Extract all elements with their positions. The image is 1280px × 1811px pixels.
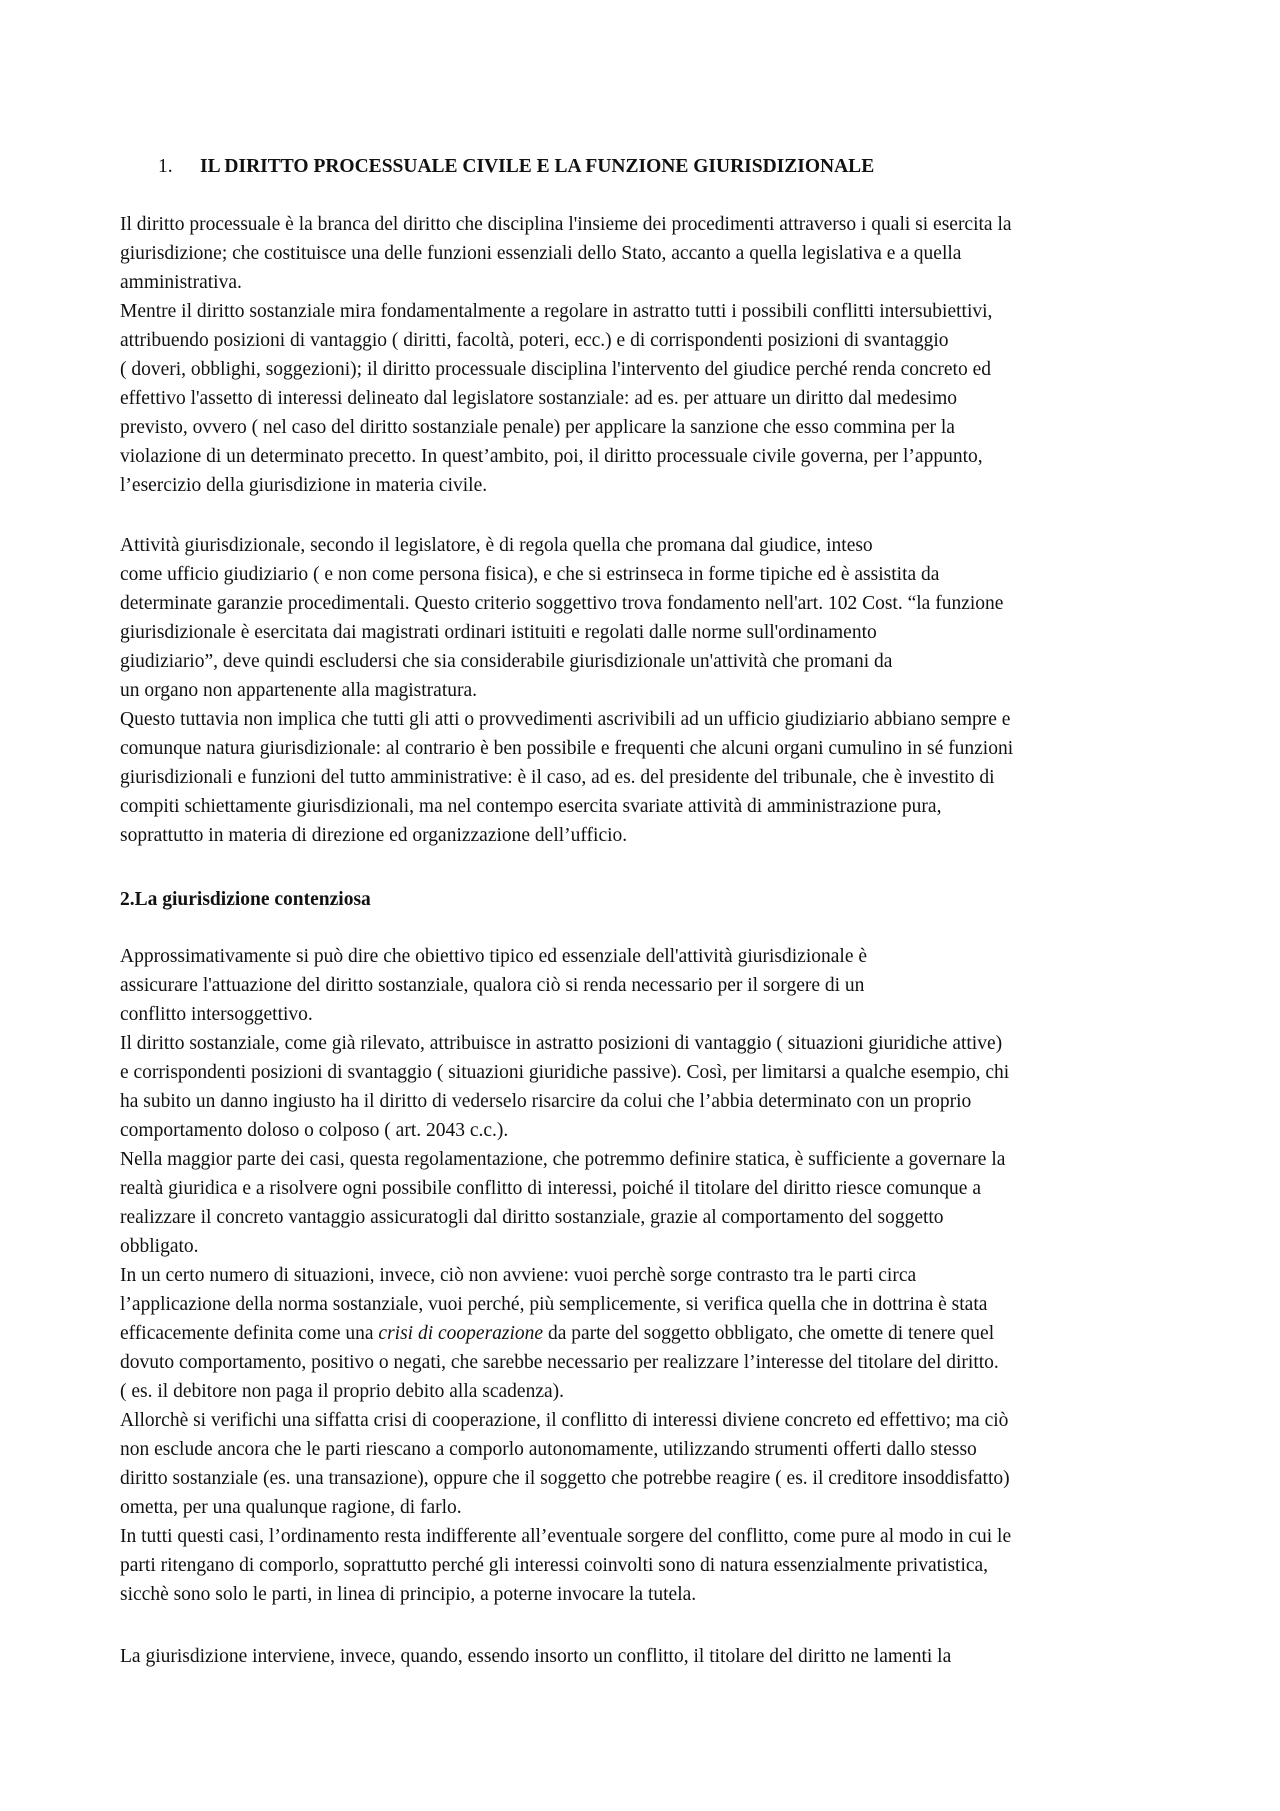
- paragraph-block-1: [120, 210, 1180, 500]
- text-line: violazione di un determinato precetto. In quest’ambito, poi, il diritto processuale civile governa, per l’appunto,: [120, 446, 983, 467]
- text-line: Approssimativamente si può dire che obiettivo tipico ed essenziale dell'attività giurisdizionale è: [120, 946, 868, 967]
- text-line: La giurisdizione interviene, invece, quando, essendo insorto un conflitto, il titolare del diritto ne lamenti la: [120, 1646, 952, 1667]
- text-line: amministrativa.: [120, 272, 242, 293]
- text-line: attribuendo posizioni di vantaggio ( diritti, facoltà, poteri, ecc.) e di corrispondenti posizioni di svantaggio: [120, 330, 949, 351]
- text-line: ometta, per una qualunque ragione, di farlo.: [120, 1497, 462, 1518]
- text-line: e corrispondenti posizioni di svantaggio ( situazioni giuridiche passive). Così, per limitarsi a qualche esempio, chi: [120, 1062, 1010, 1083]
- section-2-heading: 2.La giurisdizione contenziosa: [120, 889, 371, 910]
- text-line: Il diritto sostanziale, come già rilevato, attribuisce in astratto posizioni di vantaggio ( situazioni giuridiche attive): [120, 1033, 1003, 1054]
- text-line: Il diritto processuale è la branca del diritto che disciplina l'insieme dei procedimenti attraverso i quali si esercita la: [120, 214, 1012, 235]
- text-line: comunque natura giurisdizionale: al contrario è ben possibile e frequenti che alcuni organi cumulino in sé funzioni: [120, 738, 1014, 759]
- text-line: realtà giuridica e a risolvere ogni possibile conflitto di interessi, poiché il titolare del diritto riesce comunque a: [120, 1178, 981, 1199]
- text-line: In tutti questi casi, l’ordinamento resta indifferente all’eventuale sorgere del conflitto, come pure al modo in cui le: [120, 1526, 1012, 1547]
- text-line: giurisdizionali e funzioni del tutto amministrative: è il caso, ad es. del presidente del tribunale, che è investito di: [120, 767, 995, 788]
- paragraph-block-3: [120, 942, 1180, 1609]
- text-line: soprattutto in materia di direzione ed organizzazione dell’ufficio.: [120, 825, 628, 846]
- text-fragment: da parte del soggetto obbligato, che omette di tenere quel: [543, 1323, 995, 1344]
- text-line: assicurare l'attuazione del diritto sostanziale, qualora ciò si renda necessario per il sorgere di un: [120, 975, 865, 996]
- text-line: giudiziario”, deve quindi escludersi che sia considerabile giurisdizionale un'attività che promani da: [120, 651, 893, 672]
- text-line: conflitto intersoggettivo.: [120, 1004, 313, 1025]
- text-line: compiti schiettamente giurisdizionali, ma nel contempo esercita svariate attività di amministrazione pura,: [120, 796, 942, 817]
- text-line: Nella maggior parte dei casi, questa regolamentazione, che potremmo definire statica, è sufficiente a governare la: [120, 1149, 1006, 1170]
- text-line: determinate garanzie procedimentali. Questo criterio soggettivo trova fondamento nell'art. 102 Cost. “la funzione: [120, 593, 1004, 614]
- paragraph-block-5: [120, 1642, 1180, 1671]
- section-1-title: IL DIRITTO PROCESSUALE CIVILE E LA FUNZIONE GIURISDIZIONALE: [200, 156, 875, 177]
- text-line: Attività giurisdizionale, secondo il legislatore, è di regola quella che promana dal giudice, inteso: [120, 535, 873, 556]
- section-1-heading: [158, 154, 874, 180]
- section-1-number: 1.: [158, 156, 173, 177]
- text-line: obbligato.: [120, 1236, 199, 1257]
- text-line: effettivo l'assetto di interessi delineato dal legislatore sostanziale: ad es. per attuare un diritto dal medesimo: [120, 388, 958, 409]
- text-line: sicchè sono solo le parti, in linea di principio, a poterne invocare la tutela.: [120, 1584, 697, 1605]
- text-line: Allorchè si verifichi una siffatta crisi di cooperazione, il conflitto di interessi diviene concreto ed effettivo; ma ciò: [120, 1410, 1009, 1431]
- text-line: comportamento doloso o colposo ( art. 2043 c.c.).: [120, 1120, 509, 1141]
- text-line: realizzare il concreto vantaggio assicuratogli dal diritto sostanziale, grazie al comportamento del soggetto: [120, 1207, 944, 1228]
- text-line: Mentre il diritto sostanziale mira fondamentalmente a regolare in astratto tutti i possibili conflitti intersubiettivi,: [120, 301, 993, 322]
- text-line: ha subito un danno ingiusto ha il diritto di vederselo risarcire da colui che l’abbia determinato con un proprio: [120, 1091, 972, 1112]
- text-line: Questo tuttavia non implica che tutti gli atti o provvedimenti ascrivibili ad un ufficio giudiziario abbiano sempre e: [120, 709, 1011, 730]
- italic-term: crisi di cooperazione: [378, 1323, 544, 1344]
- text-line: non esclude ancora che le parti riescano a comporlo autonomamente, utilizzando strumenti offerti dallo stesso: [120, 1439, 977, 1460]
- text-line: l’esercizio della giurisdizione in materia civile.: [120, 475, 488, 496]
- text-line: In un certo numero di situazioni, invece, ciò non avviene: vuoi perchè sorge contrasto tra le parti circa: [120, 1265, 917, 1286]
- text-line: parti ritengano di comporlo, soprattutto perché gli interessi coinvolti sono di natura essenzialmente privatistica,: [120, 1555, 989, 1576]
- text-line: giurisdizionale è esercitata dai magistrati ordinari istituiti e regolati dalle norme sull'ordinamento: [120, 622, 877, 643]
- text-line: dovuto comportamento, positivo o negati, che sarebbe necessario per realizzare l’interesse del titolare del diritto.: [120, 1352, 999, 1373]
- text-line: giurisdizione; che costituisce una delle funzioni essenziali dello Stato, accanto a quella legislativa e a quella: [120, 243, 962, 264]
- text-line: l’applicazione della norma sostanziale, vuoi perché, più semplicemente, si verifica quella che in dottrina è stata: [120, 1294, 988, 1315]
- text-fragment: efficacemente definita come una: [120, 1323, 379, 1344]
- text-line: ( doveri, obblighi, soggezioni); il diritto processuale disciplina l'intervento del giudice perché renda concreto ed: [120, 359, 991, 380]
- text-line-with-italic: [120, 1319, 1180, 1348]
- text-line: diritto sostanziale (es. una transazione), oppure che il soggetto che potrebbe reagire ( es. il creditore insoddisfatto): [120, 1468, 1010, 1489]
- text-line: previsto, ovvero ( nel caso del diritto sostanziale penale) per applicare la sanzione che esso commina per la: [120, 417, 955, 438]
- text-line: un organo non appartenente alla magistratura.: [120, 680, 478, 701]
- text-line: come ufficio giudiziario ( e non come persona fisica), e che si estrinseca in forme tipiche ed è assistita da: [120, 564, 940, 585]
- paragraph-block-2: [120, 531, 1180, 850]
- text-line: ( es. il debitore non paga il proprio debito alla scadenza).: [120, 1381, 565, 1402]
